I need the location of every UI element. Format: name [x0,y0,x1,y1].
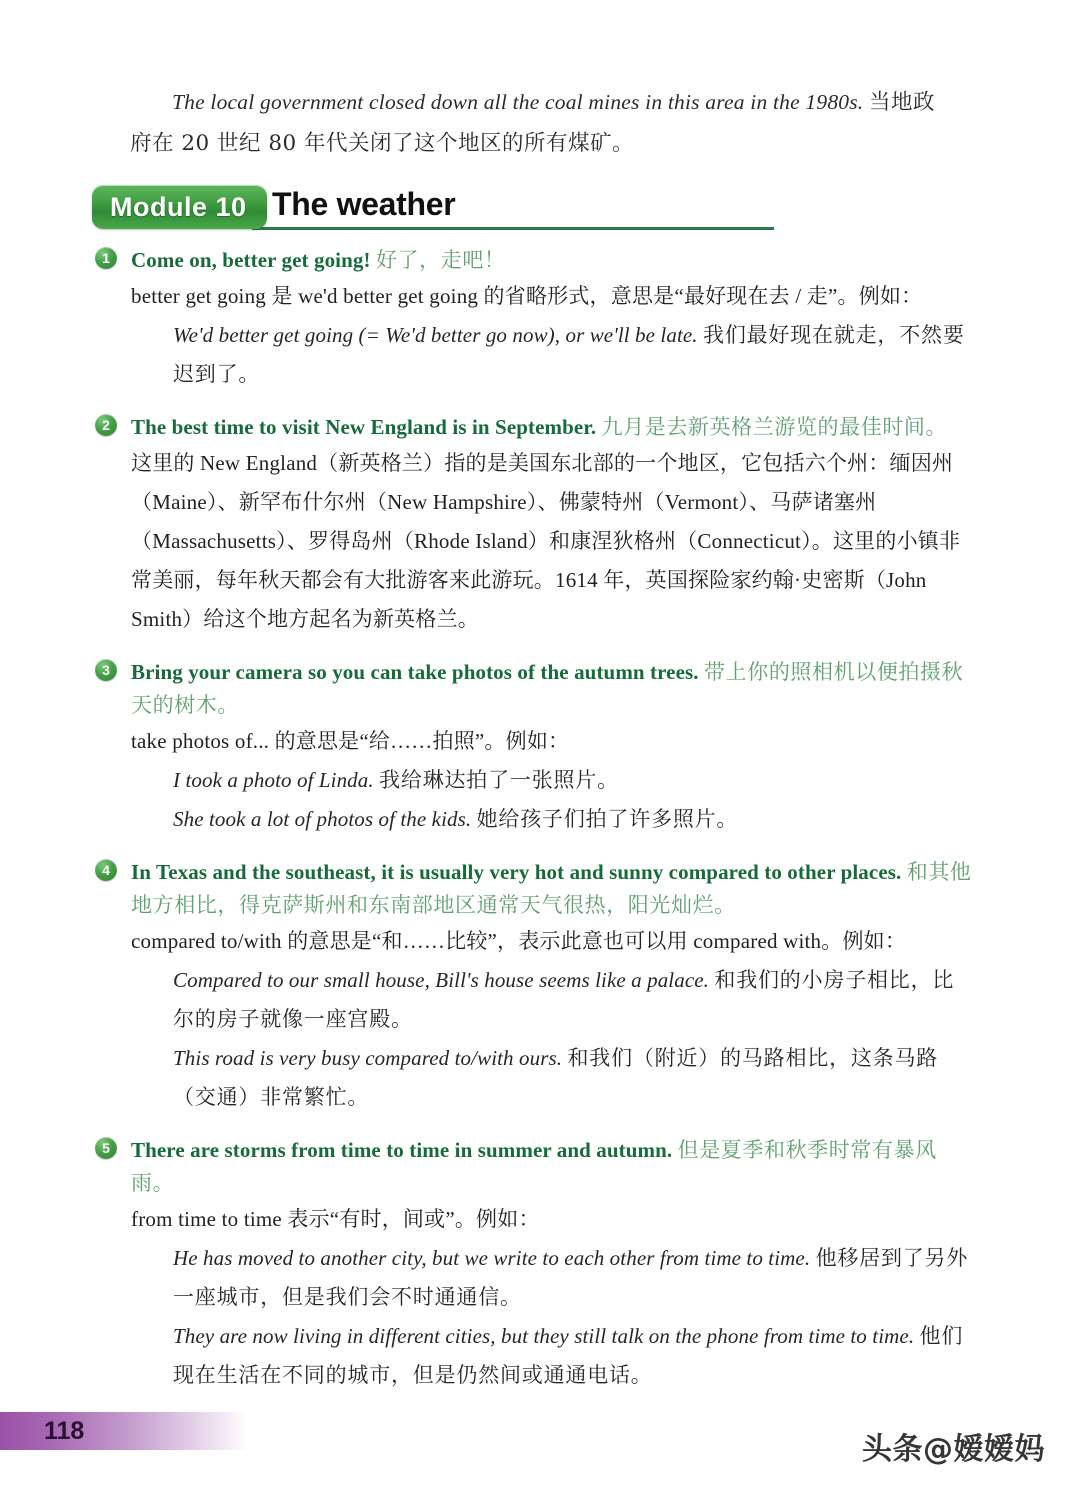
page-number-bar [0,1412,248,1450]
headword-cn-4: 和其他地方相比，得克萨斯州和东南部地区通常天气很热，阳光灿烂。 [131,860,972,917]
entry-example-4-2 [173,1039,972,1117]
entry-example-3-2 [173,800,972,839]
entry-3 [92,656,972,839]
entry-list [92,244,972,1412]
module-badge [92,185,267,229]
example-cn-5-1: 他移居到了另外一座城市，但是我们会不时通通信。 [173,1246,969,1309]
entry-example-3-1 [173,761,972,800]
example-en-1-1: We'd better get going (= We'd better go now), or we'll be late. [173,323,698,347]
headword-cn-3: 带上你的照相机以便拍摄秋天的树木。 [131,660,964,717]
entry-headword-1 [131,244,972,277]
entry-headword-3 [131,656,972,722]
entry-5 [92,1134,972,1395]
entry-marker-2: 2 [95,414,117,436]
carryover-line-2: 府在 20 世纪 80 年代关闭了这个地区的所有煤矿。 [130,131,635,156]
entry-marker-3: 3 [95,659,117,681]
headword-en-2: The best time to visit New England is in September. [131,415,597,439]
headword-cn-2: 九月是去新英格兰游览的最佳时间。 [601,415,948,439]
entry-marker-5: 5 [95,1137,117,1159]
example-cn-4-1: 和我们的小房子相比，比尔的房子就像一座宫殿。 [173,968,955,1031]
carryover-line-1 [172,82,972,123]
headword-en-3: Bring your camera so you can take photos of the autumn trees. [131,660,699,684]
carryover-paragraph [130,82,972,164]
entry-explain-3: take photos of... 的意思是“给……拍照”。例如： [131,729,570,753]
example-en-3-2: She took a lot of photos of the kids. [173,807,472,831]
headword-en-4: In Texas and the southeast, it is usually very hot and sunny compared to other places. [131,860,902,884]
example-en-5-1: He has moved to another city, but we write to each other from time to time. [173,1246,811,1270]
entry-example-1-1 [173,316,972,394]
page-number: 118 [44,1417,85,1445]
headword-en-5: There are storms from time to time in summer and autumn. [131,1138,673,1162]
example-en-4-2: This road is very busy compared to/with ours. [173,1046,563,1070]
example-cn-3-1: 我给琳达拍了一张照片。 [379,768,619,792]
entry-4 [92,856,972,1117]
headword-en-1: Come on, better get going! [131,248,371,272]
example-en-4-1: Compared to our small house, Bill's house seems like a palace. [173,968,710,992]
example-cn-1-1: 我们最好现在就走，不然要迟到了。 [173,323,965,386]
module-title: The weather [272,186,456,222]
entry-explain-4: compared to/with 的意思是“和……比较”，表示此意也可以用 compared with。例如： [131,929,907,953]
example-en-3-1: I took a photo of Linda. [173,768,374,792]
entry-example-5-1 [173,1239,972,1317]
entry-explain-1: better get going 是 we'd better get going 的省略形式，意思是“最好现在去 / 走”。例如： [131,284,923,308]
entry-marker-1: 1 [95,247,117,269]
example-cn-3-2: 她给孩子们拍了许多照片。 [476,807,739,831]
entry-explain-2: 这里的 New England（新英格兰）指的是美国东北部的一个地区，它包括六个州：缅因州（Maine）、新罕布什尔州（New Hampshire）、佛蒙特州（Vermont）、马萨诸塞州（Massachusetts）、罗得岛州（Rhode Island）和康涅狄格州（Connecticut）。这里的小镇非常美丽，每年秋天都会有大批游客来此游玩。1614 年，英国探险家约翰·史密斯（John Smith）给这个地方起名为新英格兰。 [131,451,961,631]
example-cn-5-2: 他们现在生活在不同的城市，但是仍然间或通通电话。 [173,1324,964,1387]
example-en-5-2: They are now living in different cities, but they still talk on the phone from time to time. [173,1324,915,1348]
entry-marker-4: 4 [95,859,117,881]
entry-example-5-2 [173,1317,972,1395]
module-badge-label: Module 10 [110,191,247,222]
headword-cn-1: 好了，走吧！ [375,248,506,272]
entry-headword-2 [131,411,972,444]
carryover-english: The local government closed down all the coal mines in this area in the 1980s. [172,90,864,114]
entry-headword-5 [131,1134,972,1200]
headword-cn-5: 但是夏季和秋季时常有暴风雨。 [131,1138,937,1195]
entry-2 [92,411,972,639]
entry-1 [92,244,972,394]
entry-headword-4 [131,856,972,922]
module-header [92,185,692,233]
module-underline [252,227,774,230]
example-cn-4-2: 和我们（附近）的马路相比，这条马路（交通）非常繁忙。 [173,1046,939,1109]
carryover-chinese-start: 当地政 [868,90,935,115]
entry-explain-5: from time to time 表示“有时，间或”。例如： [131,1207,540,1231]
entry-example-4-1 [173,961,972,1039]
watermark: 头条@嫒嫒妈 [862,1432,1045,1467]
